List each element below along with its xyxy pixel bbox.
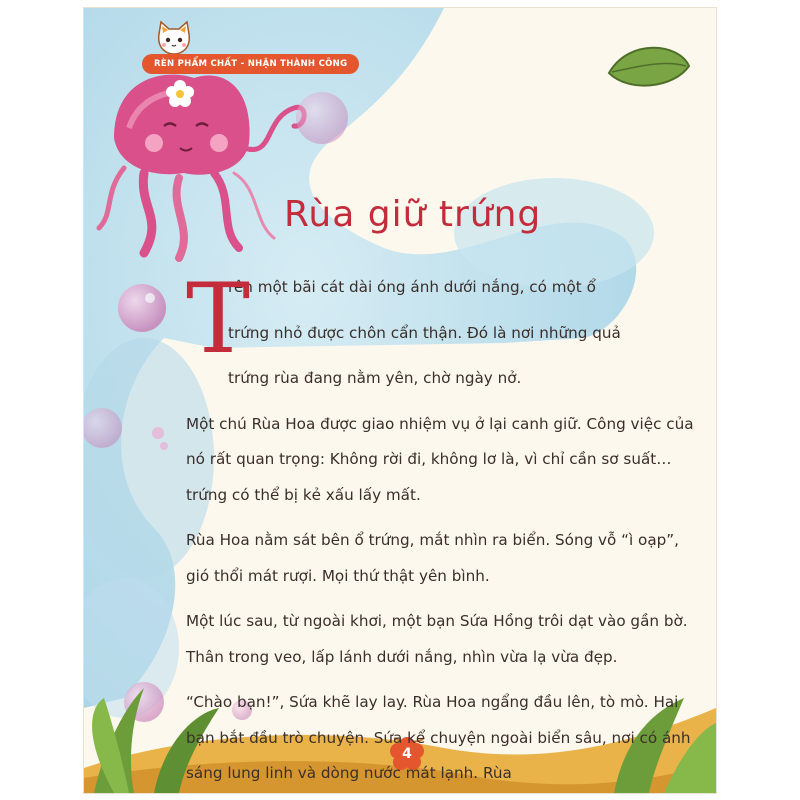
story-text [186,263,706,792]
series-banner: RÈN PHẨM CHẤT - NHẬN THÀNH CÔNG [142,54,359,74]
paragraph-2: Một chú Rùa Hoa được giao nhiệm vụ ở lại canh giữ. Công việc của nó rất quan trọng: Không rời đi, không lơ là, vì chỉ cần sơ suất… trứng có thể bị kẻ xấu lấy mất. [186,414,694,504]
paragraph-5: “Chào bạn!”, Sứa khẽ lay lay. Rùa Hoa ngẩng đầu lên, tò mò. Hai bạn bắt đầu trò chuyện. Sứa kể chuyện ngoài biển sâu, nơi có ánh sáng lung linh và dòng nước mát lạnh. Rùa [186,693,691,782]
story-title: Rùa giữ trứng [284,194,542,235]
text-line: trứng rùa đang nằm yên, chờ ngày nở. [228,369,522,387]
paragraph-3: Rùa Hoa nằm sát bên ổ trứng, mắt nhìn ra biển. Sóng vỗ “ì oạp”, gió thổi mát rượi. Mọi thứ thật yên bình. [186,531,679,585]
book-page [84,8,716,793]
paragraph-4: Một lúc sau, từ ngoài khơi, một bạn Sứa Hồng trôi dạt vào gần bờ. Thân trong veo, lấp lánh dưới nắng, nhìn vừa lạ vừa đẹp. [186,612,688,666]
paragraph-1 [186,263,706,397]
text-line: rên một bãi cát dài óng ánh dưới nắng, có một ổ [228,278,596,296]
leaf-icon [609,48,689,86]
cat-face-icon [154,20,194,56]
text-line: trứng nhỏ được chôn cẩn thận. Đó là nơi những quả [228,323,621,342]
page-number: 4 [402,746,412,762]
drop-cap: T [186,263,251,375]
